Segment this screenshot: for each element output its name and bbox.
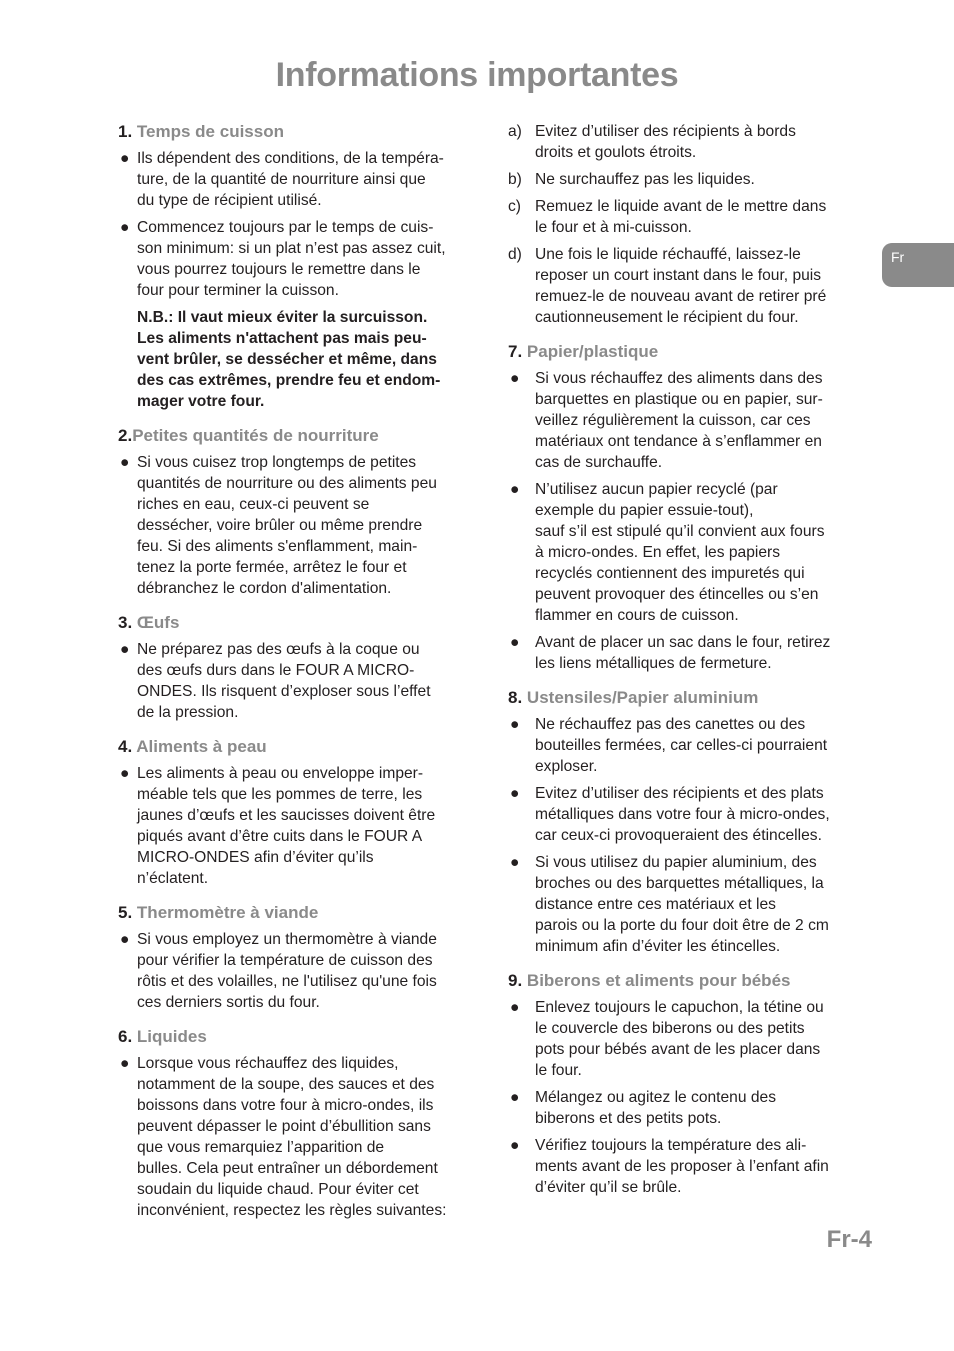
list-item xyxy=(118,929,488,1013)
list-item xyxy=(118,763,488,889)
list-item-text: Si vous réchauffez des aliments dans des barquettes en plastique ou en papier, sur- veillez régulièrement la cuisson, car ces matériaux ont tendance à s’enflammer en cas de surchauffe. xyxy=(535,370,823,471)
list-item-text: Si vous employez un thermomètre à viande pour vérifier la température de cuisson des rôtis et des volailles, ne l'utilisez qu'une fois ces derniers sortis du four. xyxy=(137,931,437,1011)
section-number: 5. xyxy=(118,903,133,922)
list-item-text: Vérifiez toujours la température des ali- ments avant de les proposer à l’enfant afin d’éviter qu’il se brûle. xyxy=(535,1137,829,1196)
list-item xyxy=(118,217,488,301)
bullet-icon: ● xyxy=(120,765,130,782)
list-item-text: Les aliments à peau ou enveloppe imper- méable tels que les pommes de terre, les jaunes d’œufs et les saucisses doivent être piqués avant d’être cuits dans le FOUR A MICRO-ONDES afin d’éviter qu’ils n’éclatent. xyxy=(137,765,436,887)
list-item-text: Lorsque vous réchauffez des liquides, notamment de la soupe, des sauces et des boissons dans votre four à micro-ondes, ils peuvent dépasser le point d’ébullition sans que vous remarquiez l’apparition de bulles. Cela peut entraîner un débordement soudain du liquide chaud. Pour éviter cet inconvénient, respectez les règles suivantes: xyxy=(137,1055,447,1219)
list-item xyxy=(118,1053,488,1221)
list-item-text: N’utilisez aucun papier recyclé (par exemple du papier essuie-tout), sauf s’il est stipulé qu’il convient aux fours à micro-ondes. En effet, les papiers recyclés contiennent des impuretés qui peuvent provoquer des étincelles ou s’en flammer en cours de cuisson. xyxy=(535,481,825,624)
list-item-text: Ils dépendent des conditions, de la tempéra- ture, de la quantité de nourriture ainsi que du type de récipient utilisé. xyxy=(137,150,444,209)
section-title: Thermomètre à viande xyxy=(136,903,319,922)
list-item xyxy=(508,852,870,957)
section-heading xyxy=(508,970,870,992)
bullet-icon: ● xyxy=(120,150,130,167)
item-letter: c) xyxy=(508,198,521,215)
section-meat-thermometer xyxy=(118,902,488,1013)
lettered-item xyxy=(508,244,870,328)
section-title: Biberons et aliments pour bébés xyxy=(526,971,791,990)
page-number: Fr-4 xyxy=(826,1226,872,1253)
list-item-text: Avant de placer un sac dans le four, retirez les liens métalliques de fermeture. xyxy=(535,634,831,672)
list-item xyxy=(508,997,870,1081)
bullet-icon: ● xyxy=(510,716,520,733)
right-column xyxy=(508,121,870,1211)
section-skinned-foods xyxy=(118,736,488,889)
bullet-icon: ● xyxy=(120,931,130,948)
bullet-icon: ● xyxy=(510,370,520,387)
section-heading xyxy=(118,1026,488,1048)
list-item xyxy=(508,714,870,777)
list-item xyxy=(508,632,870,674)
bullet-icon: ● xyxy=(120,641,130,658)
section-heading xyxy=(508,341,870,363)
section-number: 9. xyxy=(508,971,523,990)
list-item-text: Ne préparez pas des œufs à la coque ou des œufs durs dans le FOUR A MICRO- ONDES. Ils risquent d’exploser sous l’effet de la pression. xyxy=(137,641,431,721)
item-letter: d) xyxy=(508,246,522,263)
bullet-icon: ● xyxy=(510,785,520,802)
section-title: Ustensiles/Papier aluminium xyxy=(526,688,759,707)
list-item-text: Si vous cuisez trop longtemps de petites quantités de nourriture ou des aliments peu riches en eau, ceux-ci peuvent se dessécher, voire brûler ou même prendre feu. Si des aliments s'enflamment, main- tenez la porte fermée, arrêtez le four et débranchez le cordon d'alimentation. xyxy=(137,454,437,597)
section-number: 2. xyxy=(118,426,133,445)
section-heading xyxy=(118,902,488,924)
section-title: Œufs xyxy=(136,613,180,632)
item-letter: a) xyxy=(508,123,522,140)
section-number: 7. xyxy=(508,342,523,361)
section-title: Petites quantités de nourriture xyxy=(132,426,379,445)
bullet-icon: ● xyxy=(510,999,520,1016)
list-item xyxy=(508,368,870,473)
section-heading xyxy=(118,612,488,634)
list-item xyxy=(118,639,488,723)
bullet-icon: ● xyxy=(120,454,130,471)
list-item xyxy=(508,1135,870,1198)
bullet-icon: ● xyxy=(510,1137,520,1154)
bullet-icon: ● xyxy=(510,854,520,871)
section-number: 8. xyxy=(508,688,523,707)
left-column xyxy=(118,121,488,1234)
section-number: 3. xyxy=(118,613,133,632)
lettered-item xyxy=(508,196,870,238)
section-heading xyxy=(508,687,870,709)
list-item-text: Mélangez ou agitez le contenu des biberons et des petits pots. xyxy=(535,1089,777,1127)
list-item-text: Evitez d’utiliser des récipients et des plats métalliques dans votre four à micro-ondes, car ceux-ci provoqueraient des étincelles. xyxy=(535,785,830,844)
section-baby-bottles xyxy=(508,970,870,1198)
page-title: Informations importantes xyxy=(275,56,679,94)
item-letter: b) xyxy=(508,171,522,188)
lettered-item-text: Remuez le liquide avant de le mettre dans le four et à mi-cuisson. xyxy=(535,198,827,236)
bullet-icon: ● xyxy=(510,1089,520,1106)
list-item xyxy=(508,1087,870,1129)
section-number: 6. xyxy=(118,1027,133,1046)
list-item xyxy=(508,479,870,626)
lettered-item-text: Ne surchauffez pas les liquides. xyxy=(535,171,755,188)
language-tab-label: Fr xyxy=(891,249,905,265)
language-tab xyxy=(882,243,954,287)
section-cooking-time xyxy=(118,121,488,412)
list-item-text: Commencez toujours par le temps de cuis- son minimum: si un plat n’est pas assez cuit, vous pourrez toujours le remettre dans le four pour terminer la cuisson. xyxy=(137,219,446,299)
section-title: Aliments à peau xyxy=(136,737,267,756)
list-item xyxy=(118,148,488,211)
list-item xyxy=(118,452,488,599)
bullet-icon: ● xyxy=(510,481,520,498)
lettered-item xyxy=(508,121,870,163)
section-number: 1. xyxy=(118,122,133,141)
section-paper-plastic xyxy=(508,341,870,674)
section-liquids-rules xyxy=(508,121,870,328)
section-title: Liquides xyxy=(136,1027,207,1046)
bullet-icon: ● xyxy=(120,1055,130,1072)
list-item-text: Ne réchauffez pas des canettes ou des bouteilles fermées, car celles-ci pourraient exploser. xyxy=(535,716,828,775)
section-heading xyxy=(118,121,488,143)
lettered-item-text: Evitez d’utiliser des récipients à bords droits et goulots étroits. xyxy=(535,123,796,161)
bullet-icon: ● xyxy=(120,219,130,236)
section-heading xyxy=(118,736,488,758)
list-item xyxy=(508,783,870,846)
lettered-item-text: Une fois le liquide réchauffé, laissez-le reposer un court instant dans le four, puis remuez-le de nouveau avant de retirer pré cautionneusement le récipient du four. xyxy=(535,246,827,326)
section-eggs xyxy=(118,612,488,723)
section-title: Papier/plastique xyxy=(526,342,659,361)
section-liquids xyxy=(118,1026,488,1221)
lettered-item xyxy=(508,169,870,190)
section-number: 4. xyxy=(118,737,133,756)
section-title: Temps de cuisson xyxy=(136,122,284,141)
section-small-quantities xyxy=(118,425,488,599)
list-item-text: Si vous utilisez du papier aluminium, des broches ou des barquettes métalliques, la distance entre ces matériaux et les parois ou la porte du four doit être de 2 cm minimum afin d’éviter les étincelles. xyxy=(535,854,829,955)
list-item-text: Enlevez toujours le capuchon, la tétine ou le couvercle des biberons ou des petits pots pour bébés avant de les placer dans le four. xyxy=(535,999,824,1079)
warning-note: N.B.: Il vaut mieux éviter la surcuisson. Les aliments n'attachent pas mais peu- vent brûler, se dessécher et même, dans des cas extrêmes, prendre feu et endom- mager votre four. xyxy=(137,309,441,410)
bullet-icon: ● xyxy=(510,634,520,651)
section-heading xyxy=(118,425,488,447)
section-utensils-foil xyxy=(508,687,870,957)
